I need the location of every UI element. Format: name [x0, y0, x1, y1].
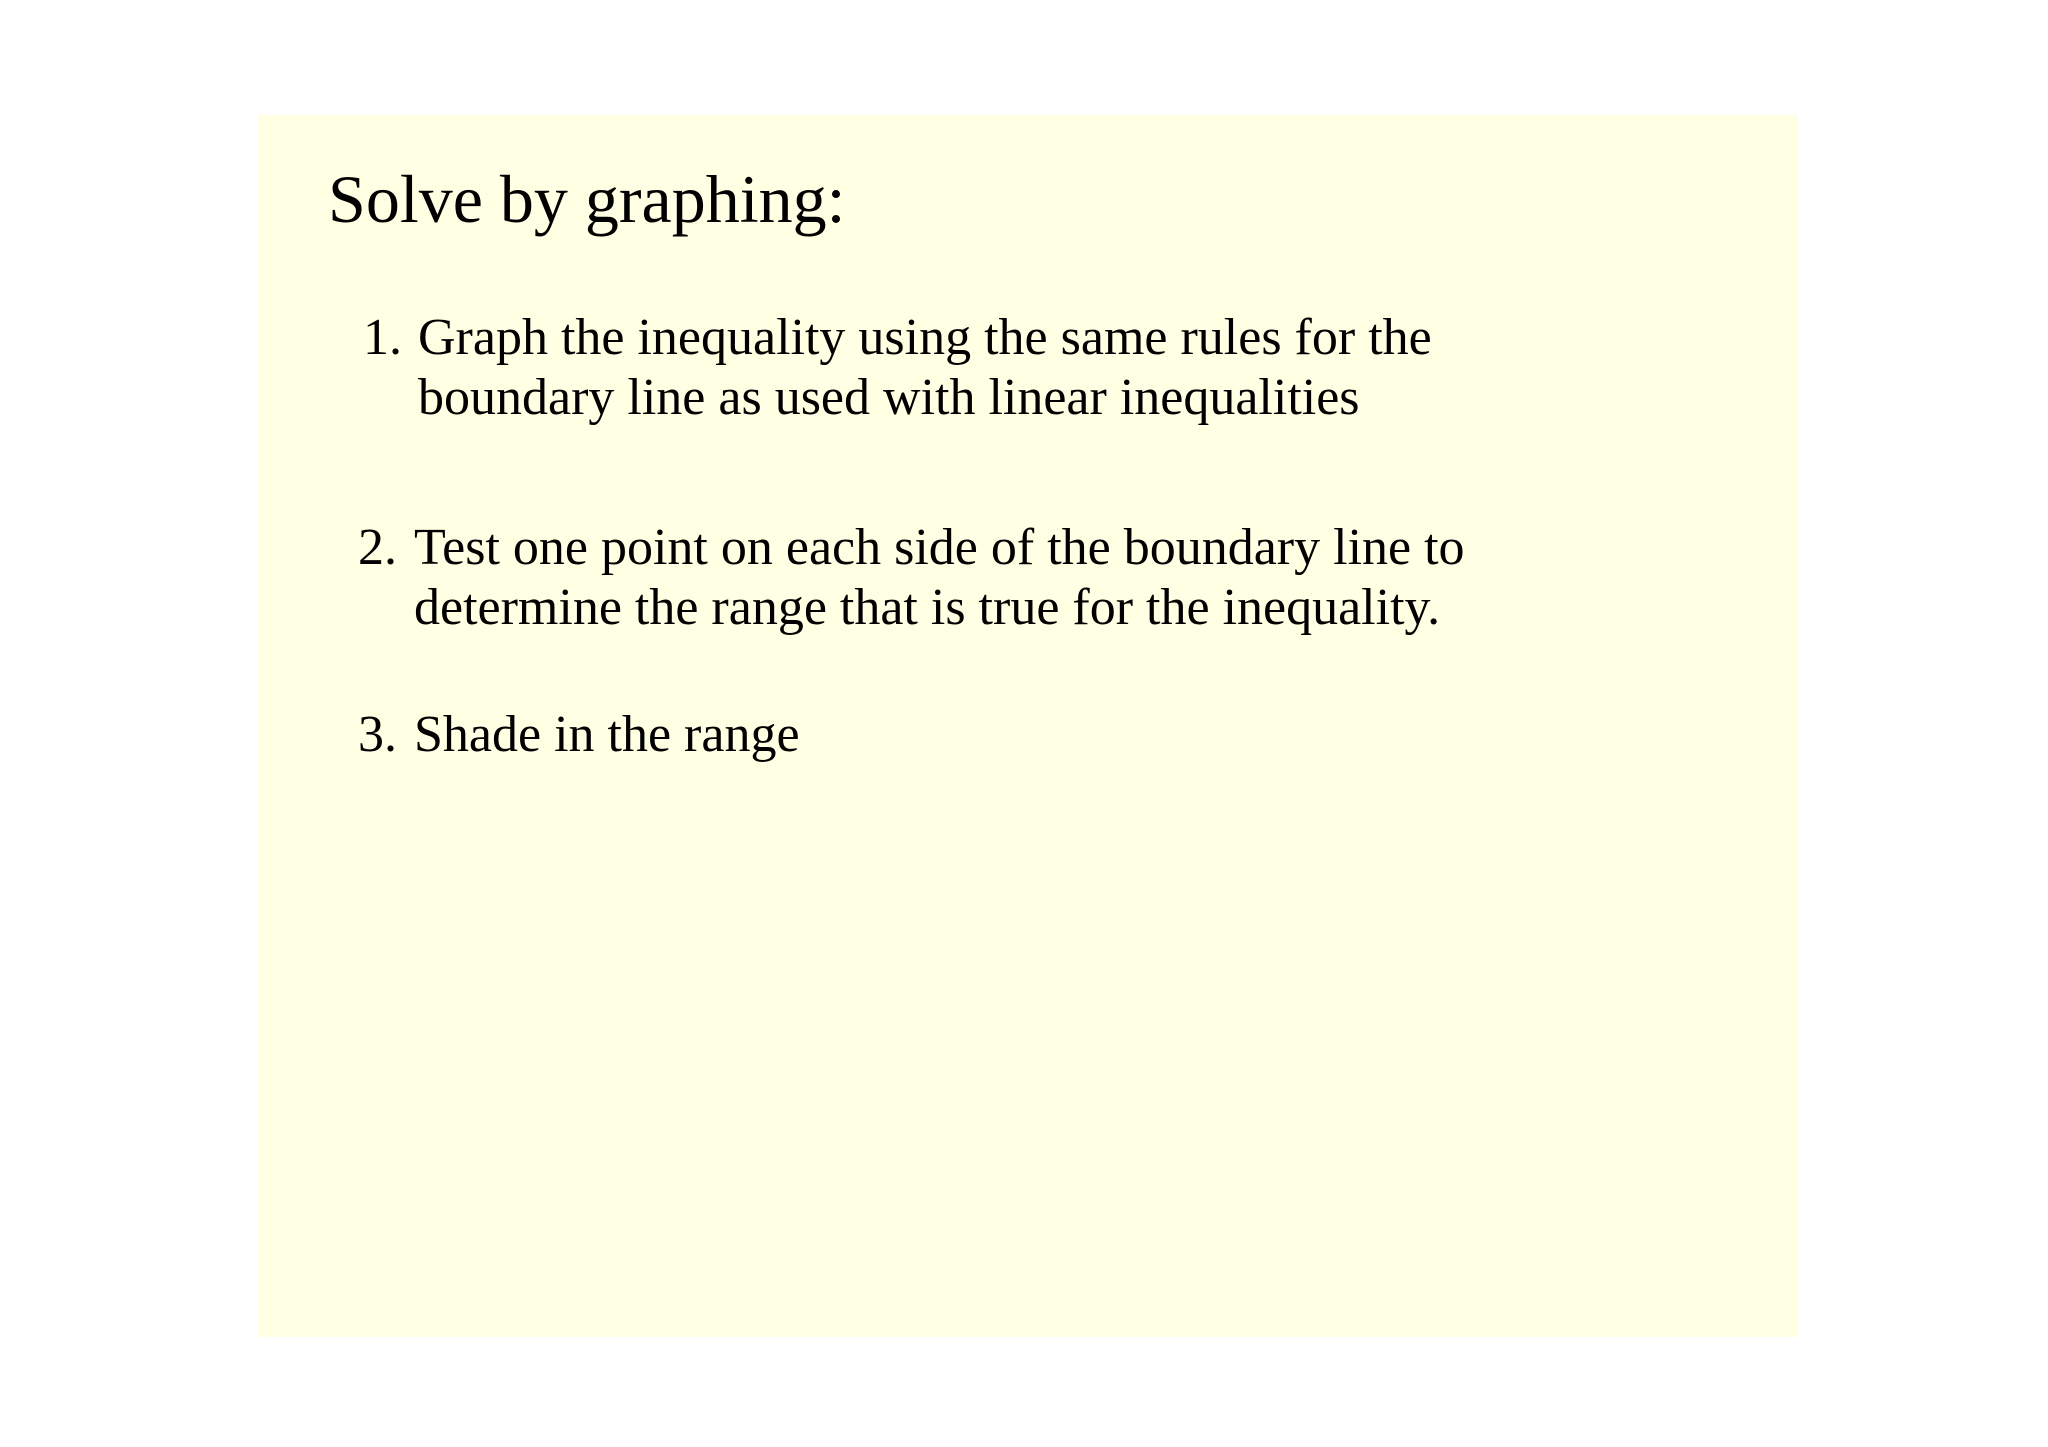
slide-title: Solve by graphing:	[328, 161, 846, 237]
step-text-line: Graph the inequality using the same rules for the	[418, 309, 1432, 366]
step-text-line: boundary line as used with linear inequalities	[418, 369, 1360, 426]
step-text-line: Shade in the range	[414, 706, 800, 763]
step-text	[414, 705, 800, 765]
step-text	[418, 308, 1432, 428]
step-text-line: Test one point on each side of the boundary line to	[414, 519, 1465, 576]
slide	[258, 115, 1798, 1337]
step-number: 3.	[358, 706, 397, 763]
step-number: 1.	[363, 309, 402, 366]
step-text	[414, 518, 1465, 638]
step-text-line: determine the range that is true for the inequality.	[414, 579, 1441, 636]
step-number: 2.	[358, 519, 397, 576]
